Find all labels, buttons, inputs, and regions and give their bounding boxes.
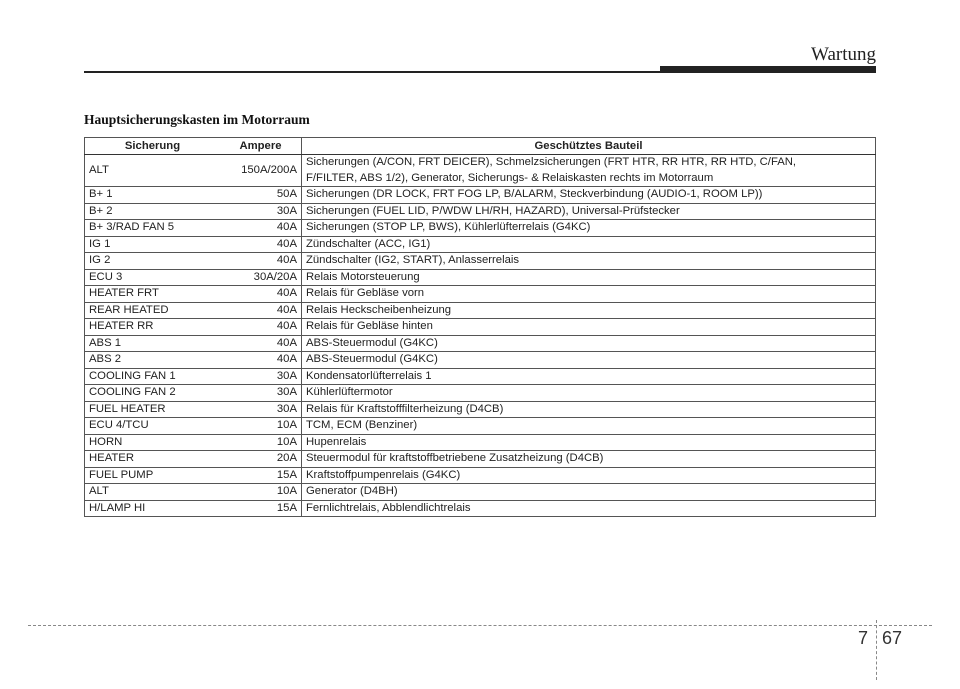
- ampere-cell: 40A: [220, 236, 302, 253]
- table-row: [85, 434, 876, 451]
- table-row: [85, 385, 876, 402]
- component-cell: Sicherungen (FUEL LID, P/WDW LH/RH, HAZARD), Universal-Prüfstecker: [302, 203, 876, 220]
- fuse-name-cell: ABS 1: [85, 335, 221, 352]
- fuse-name-cell: ABS 2: [85, 352, 221, 369]
- ampere-cell: 40A: [220, 286, 302, 303]
- table-row: [85, 220, 876, 237]
- fuse-name-cell: ALT: [85, 484, 221, 501]
- ampere-cell: 30A/20A: [220, 269, 302, 286]
- fuse-name-cell: B+ 2: [85, 203, 221, 220]
- column-header-fuse: Sicherung: [85, 138, 221, 155]
- table-row: [85, 187, 876, 204]
- component-cell: Steuermodul für kraftstoffbetriebene Zusatzheizung (D4CB): [302, 451, 876, 468]
- fuse-name-cell: COOLING FAN 2: [85, 385, 221, 402]
- fuse-name-cell: ECU 3: [85, 269, 221, 286]
- fuse-name-cell: HEATER: [85, 451, 221, 468]
- table-row: [85, 401, 876, 418]
- component-cell: Sicherungen (DR LOCK, FRT FOG LP, B/ALARM, Steckverbindung (AUDIO-1, ROOM LP)): [302, 187, 876, 204]
- table-row: [85, 335, 876, 352]
- chapter-number: 7: [858, 628, 869, 648]
- ampere-cell: 30A: [220, 385, 302, 402]
- table-row: [85, 467, 876, 484]
- component-cell: Relais für Kraftstofffilterheizung (D4CB): [302, 401, 876, 418]
- fuse-table: [84, 137, 876, 517]
- page-heading: Hauptsicherungskasten im Motorraum: [84, 112, 310, 127]
- fuse-name-cell: COOLING FAN 1: [85, 368, 221, 385]
- ampere-cell: 15A: [220, 467, 302, 484]
- fuse-name-cell: FUEL HEATER: [85, 401, 221, 418]
- component-cell: Generator (D4BH): [302, 484, 876, 501]
- component-cell: Relais Heckscheibenheizung: [302, 302, 876, 319]
- component-cell: Kraftstoffpumpenrelais (G4KC): [302, 467, 876, 484]
- component-cell: ABS-Steuermodul (G4KC): [302, 335, 876, 352]
- header-rule-thick: [660, 66, 876, 73]
- table-row: [85, 203, 876, 220]
- page-number: 67: [882, 628, 903, 648]
- header-rule-thin: [84, 71, 660, 73]
- ampere-cell: 40A: [220, 220, 302, 237]
- ampere-cell: 30A: [220, 368, 302, 385]
- section-title: Wartung: [811, 44, 876, 65]
- ampere-cell: 40A: [220, 253, 302, 270]
- table-row: [85, 155, 876, 187]
- component-cell: Sicherungen (STOP LP, BWS), Kühlerlüfterrelais (G4KC): [302, 220, 876, 237]
- component-cell: Zündschalter (IG2, START), Anlasserrelais: [302, 253, 876, 270]
- table-row: [85, 484, 876, 501]
- footer-dashed-rule: [28, 625, 932, 626]
- table-row: [85, 352, 876, 369]
- table-row: [85, 236, 876, 253]
- fuse-name-cell: B+ 1: [85, 187, 221, 204]
- ampere-cell: 10A: [220, 434, 302, 451]
- component-cell: Zündschalter (ACC, IG1): [302, 236, 876, 253]
- column-header-ampere: Ampere: [220, 138, 302, 155]
- component-line: F/FILTER, ABS 1/2), Generator, Sicherungs- & Relaiskasten rechts im Motorraum: [306, 171, 714, 184]
- fuse-name-cell: HORN: [85, 434, 221, 451]
- table-header-row: [85, 138, 876, 155]
- ampere-cell: 150A/200A: [220, 155, 302, 187]
- ampere-cell: 30A: [220, 203, 302, 220]
- component-cell: Hupenrelais: [302, 434, 876, 451]
- footer-dashed-divider: [876, 620, 877, 680]
- ampere-cell: 10A: [220, 418, 302, 435]
- table-row: [85, 269, 876, 286]
- ampere-cell: 40A: [220, 352, 302, 369]
- component-cell: Relais für Gebläse hinten: [302, 319, 876, 336]
- component-cell: Kühlerlüftermotor: [302, 385, 876, 402]
- fuse-name-cell: FUEL PUMP: [85, 467, 221, 484]
- component-cell: ABS-Steuermodul (G4KC): [302, 352, 876, 369]
- table-row: [85, 302, 876, 319]
- fuse-name-cell: HEATER RR: [85, 319, 221, 336]
- table-row: [85, 286, 876, 303]
- fuse-name-cell: HEATER FRT: [85, 286, 221, 303]
- component-cell: [302, 155, 876, 187]
- component-line: Sicherungen (A/CON, FRT DEICER), Schmelzsicherungen (FRT HTR, RR HTR, RR HTD, C/FAN,: [306, 156, 797, 168]
- component-cell: Relais Motorsteuerung: [302, 269, 876, 286]
- fuse-name-cell: ECU 4/TCU: [85, 418, 221, 435]
- ampere-cell: 10A: [220, 484, 302, 501]
- component-cell: Fernlichtrelais, Abblendlichtrelais: [302, 500, 876, 517]
- ampere-cell: 40A: [220, 335, 302, 352]
- table-row: [85, 500, 876, 517]
- component-cell: TCM, ECM (Benziner): [302, 418, 876, 435]
- component-cell: Kondensatorlüfterrelais 1: [302, 368, 876, 385]
- table-row: [85, 451, 876, 468]
- ampere-cell: 40A: [220, 319, 302, 336]
- ampere-cell: 15A: [220, 500, 302, 517]
- fuse-name-cell: ALT: [85, 155, 221, 187]
- column-header-component: Geschütztes Bauteil: [302, 138, 876, 155]
- fuse-name-cell: B+ 3/RAD FAN 5: [85, 220, 221, 237]
- table-row: [85, 368, 876, 385]
- ampere-cell: 40A: [220, 302, 302, 319]
- fuse-name-cell: IG 1: [85, 236, 221, 253]
- fuse-name-cell: REAR HEATED: [85, 302, 221, 319]
- ampere-cell: 30A: [220, 401, 302, 418]
- component-cell: Relais für Gebläse vorn: [302, 286, 876, 303]
- ampere-cell: 50A: [220, 187, 302, 204]
- table-row: [85, 418, 876, 435]
- fuse-name-cell: H/LAMP HI: [85, 500, 221, 517]
- ampere-cell: 20A: [220, 451, 302, 468]
- fuse-name-cell: IG 2: [85, 253, 221, 270]
- table-row: [85, 253, 876, 270]
- table-row: [85, 319, 876, 336]
